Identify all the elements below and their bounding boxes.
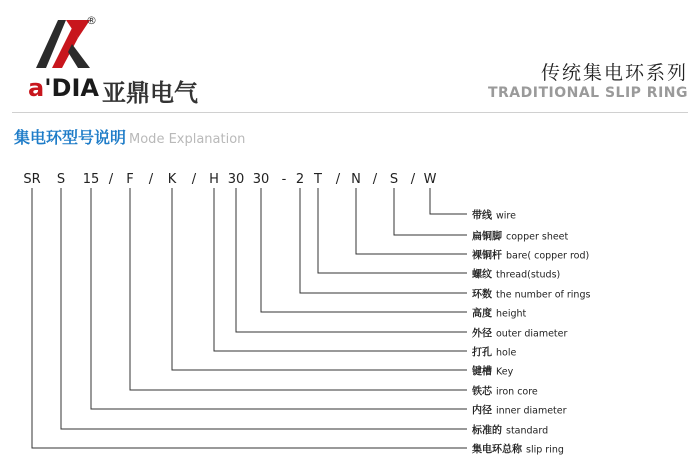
explanation-en: the number of rings [496, 289, 591, 301]
registered-trademark: ® [86, 14, 97, 27]
explanation-en: iron core [496, 386, 538, 398]
explanation-label [472, 305, 526, 320]
explanation-en: outer diameter [496, 328, 568, 340]
model-code-token: T [314, 172, 322, 187]
model-code-token: H [209, 172, 219, 187]
model-code-token: / [148, 172, 154, 187]
explanation-en: slip ring [526, 444, 564, 456]
connector-line [356, 188, 467, 254]
explanation-cn: 内径 [472, 405, 492, 417]
explanation-label [472, 422, 548, 437]
model-code-token: / [335, 172, 341, 187]
explanation-en: copper sheet [506, 231, 569, 243]
model-code-token: 30 [252, 172, 270, 187]
section-heading: 集电环型号说明 Mode Explanation [14, 128, 246, 147]
explanation-label [472, 344, 516, 359]
explanation-en: bare( copper rod) [506, 250, 590, 262]
connector-line [91, 188, 467, 409]
model-code-token: S [389, 172, 399, 187]
explanation-cn: 扁铜脚 [472, 231, 502, 243]
explanation-cn: 环数 [472, 289, 492, 301]
explanation-label [472, 383, 538, 398]
model-code-token: W [423, 172, 437, 187]
model-code-token: 2 [295, 172, 305, 187]
model-code-token: S [56, 172, 66, 187]
explanation-label [472, 325, 567, 340]
explanation-cn: 裸铜杆 [472, 250, 502, 262]
explanation-cn: 螺纹 [472, 269, 492, 281]
explanation-label [472, 207, 516, 222]
connector-line [318, 188, 467, 273]
page-subtitle: TRADITIONAL SLIP RING [487, 85, 688, 101]
model-code-token: - [281, 172, 287, 187]
explanation-label [472, 402, 567, 417]
model-code-token: / [410, 172, 416, 187]
model-code-token: 30 [227, 172, 245, 187]
explanation-en: inner diameter [496, 405, 567, 417]
explanation-cn: 键槽 [472, 366, 492, 378]
connector-line [130, 188, 467, 390]
explanation-cn: 带线 [472, 210, 492, 222]
explanation-cn: 铁芯 [472, 386, 492, 398]
explanation-label [472, 228, 568, 243]
connector-line [172, 188, 467, 370]
explanation-en: thread(studs) [496, 269, 561, 281]
explanation-en: Key [496, 366, 514, 378]
model-code-token: N [351, 172, 361, 187]
model-code-token: 15 [82, 172, 100, 187]
explanation-cn: 外径 [472, 328, 492, 340]
explanation-label [472, 247, 589, 262]
explanation-label [472, 363, 513, 378]
explanation-en: height [496, 308, 527, 320]
explanation-en: wire [496, 210, 516, 222]
connector-line [236, 188, 467, 332]
model-code-token: F [126, 172, 134, 187]
brand-latin-name: a'DIA [28, 74, 99, 102]
model-code-token: SR [23, 172, 41, 187]
model-code-token: K [167, 172, 177, 187]
explanation-label [472, 266, 560, 281]
explanation-en: standard [506, 425, 549, 437]
connector-line [214, 188, 467, 351]
model-code-token: / [108, 172, 114, 187]
explanation-cn: 高度 [472, 308, 492, 320]
connector-line [61, 188, 467, 429]
brand-chinese-name: 亚鼎电气 [102, 79, 198, 107]
connector-line [300, 188, 467, 293]
model-code-token: / [372, 172, 378, 187]
page-title: 传统集电环系列 [540, 62, 688, 84]
explanation-en: hole [496, 347, 517, 359]
explanation-label [472, 441, 564, 456]
explanation-cn: 集电环总称 [472, 444, 522, 456]
model-code-token: / [191, 172, 197, 187]
explanation-cn: 打孔 [472, 347, 492, 359]
explanation-label [472, 286, 590, 301]
explanation-cn: 标准的 [472, 425, 502, 437]
connector-line [430, 188, 467, 214]
